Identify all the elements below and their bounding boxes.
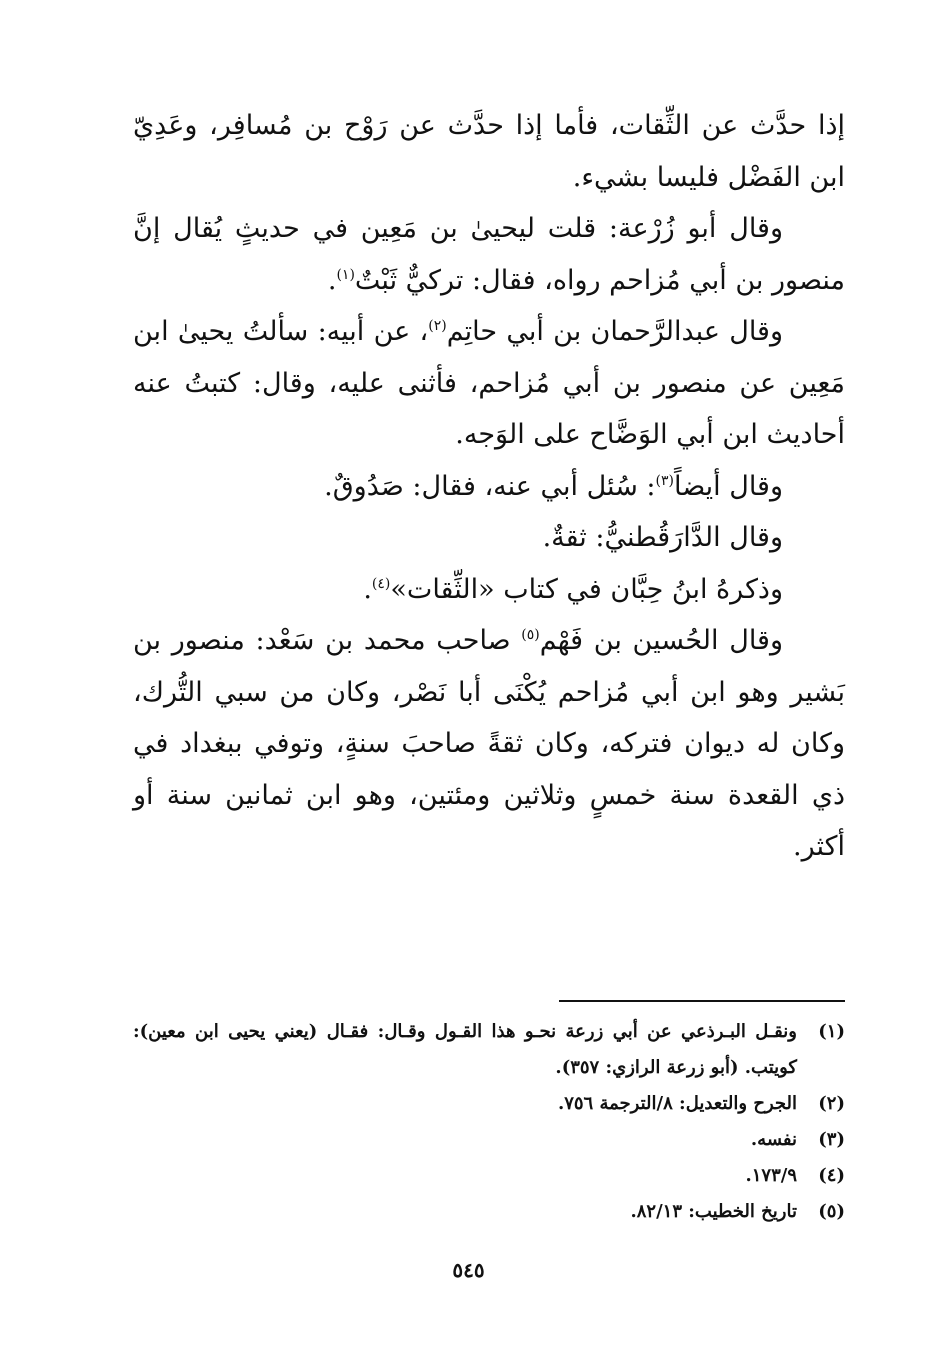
paragraph-3-text-a: وقال عبدالرَّحمان بن أبي حاتِم: [446, 316, 783, 347]
footnote-3: [133, 1122, 845, 1158]
footnote-1: [133, 1014, 845, 1086]
footnote-ref-2[interactable]: (٢): [428, 318, 447, 334]
footnote-ref-4[interactable]: (٤): [371, 575, 391, 592]
footnote-ref-1[interactable]: (١): [336, 266, 355, 283]
paragraph-4-text-a: وقال أيضاً: [673, 470, 783, 502]
paragraph-3-text-b: ، عن أبيه: سألتُ يحيىٰ ابن مَعِين عن منصور بن أبي مُزاحم، فأثنى عليه، وقال: كتبتُ عنه أحاديث ابن أبي الوَضَّاح على الوَجه.: [133, 316, 845, 450]
paragraph-7: [133, 615, 845, 873]
footnote-4: [133, 1158, 845, 1194]
page-number: ٥٤٥: [452, 1258, 485, 1282]
footnote-text: تاريخ الخطيب: ٨٢/١٣.: [630, 1201, 797, 1222]
paragraph-4: [133, 461, 845, 513]
footnote-number: (١): [818, 1021, 845, 1042]
footnote-text: الجرح والتعديل: ٨/الترجمة ٧٥٦.: [557, 1093, 797, 1114]
paragraph-4-text-b: : سُئل أبي عنه، فقال: صَدُوقٌ.: [324, 470, 656, 502]
paragraph-6-end: .: [363, 573, 372, 605]
footnote-5: [133, 1194, 845, 1230]
paragraph-1: [133, 100, 845, 203]
footnote-number: (٢): [818, 1093, 845, 1114]
paragraph-5: [133, 512, 845, 564]
paragraph-7-text-b: صاحب محمد بن سَعْد: منصور بن بَشير وهو ابن أبي مُزاحم يُكْنَى أبا نَصْر، وكان من سبي التُّرك، وكان له ديوان فتركه، وكان ثقةً صاحبَ سنةٍ، وتوفي ببغداد في ذي القعدة سنة خمسٍ وثلاثين ومئتين، وهو ابن ثمانين سنة أو أكثر.: [133, 625, 845, 862]
footnote-text: ١٧٣/٩.: [745, 1165, 797, 1186]
footnote-text: نفسه.: [750, 1129, 797, 1150]
footnote-number: (٥): [818, 1201, 845, 1222]
footnote-ref-3[interactable]: (٣): [655, 472, 674, 489]
footnotes-section: [133, 1014, 845, 1230]
paragraph-2-text: وقال أبو زُرْعة: قلت ليحيىٰ بن مَعِين في حديثٍ يُقال إنَّ منصور بن أبي مُزاحم رواه، فقال: تركيٌّ ثَبْتٌ: [133, 213, 845, 296]
footnote-number: (٣): [818, 1129, 845, 1150]
paragraph-6-text: وذكرهُ ابنُ حِبَّان في كتاب «الثِّقات»: [390, 573, 783, 605]
footnote-2: [133, 1086, 845, 1122]
footnote-ref-5[interactable]: (٥): [521, 627, 540, 643]
paragraph-7-text-a: وقال الحُسين بن فَهْم: [539, 625, 783, 656]
paragraph-3: [133, 306, 845, 461]
paragraph-2: [133, 203, 845, 306]
footnote-number: (٤): [818, 1165, 845, 1186]
main-text: [133, 100, 845, 873]
paragraph-6: [133, 564, 845, 616]
footnote-text: ونقـل البـرذعي عن أبي زرعة نحـو هذا القـول وقـال: فقـال (يعني يحيى ابن معين): كويتب. (أبو زرعة الرازي: ٣٥٧).: [133, 1021, 797, 1078]
paragraph-5-text: وقال الدَّارَقُطنيُّ: ثقةٌ.: [542, 522, 783, 553]
paragraph-2-end: .: [327, 264, 337, 296]
paragraph-1-text: إذا حدَّث عن الثِّقات، فأما إذا حدَّث عن رَوْح بن مُسافِر، وعَدِيّ ابن الفَضْل فليسا بشيء.: [133, 110, 845, 193]
footnote-divider: [559, 1000, 845, 1002]
